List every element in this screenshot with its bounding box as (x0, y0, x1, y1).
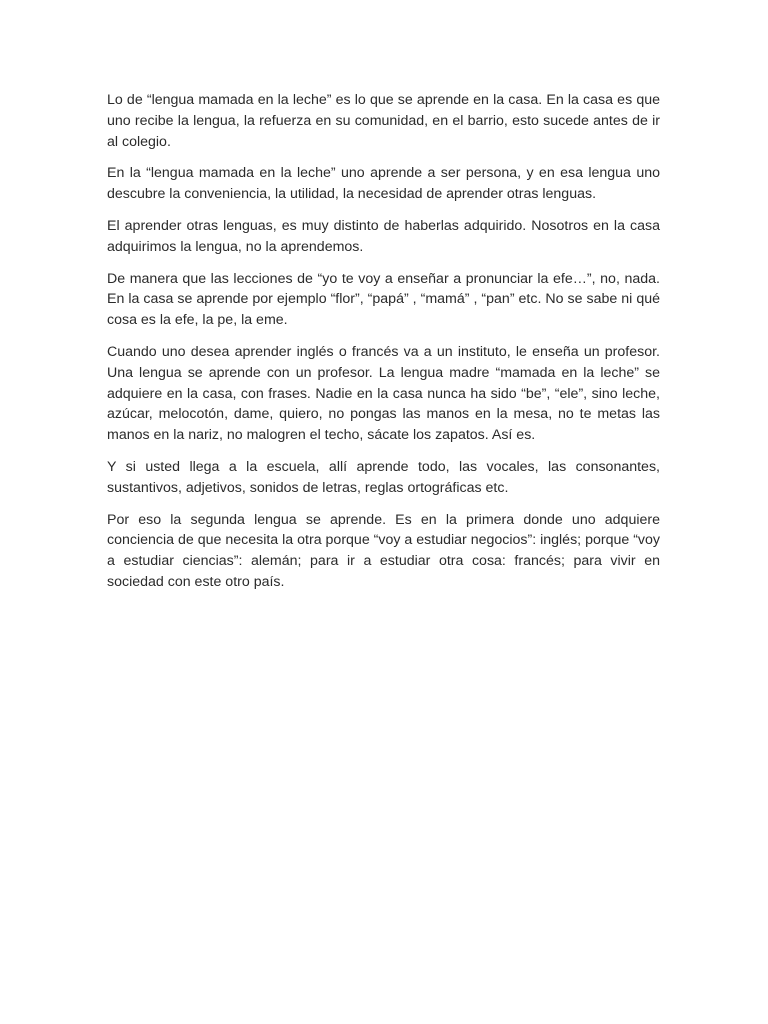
paragraph-5: Cuando uno desea aprender inglés o francés va a un instituto, le enseña un profesor. Una lengua se aprende con un profesor. La lengua madre “mamada en la leche” se adquiere en la casa, con frases. Nadie en la casa nunca ha sido “be”, “ele”, sino leche, azúcar, melocotón, dame, quiero, no pongas las manos en la mesa, no te metas las manos en la nariz, no malogren el techo, sácate los zapatos. Así es. (107, 343, 660, 444)
paragraph-4: De manera que las lecciones de “yo te voy a enseñar a pronunciar la efe…”, no, nada. En la casa se aprende por ejemplo “flor”, “papá” , “mamá” , “pan” etc. No se sabe ni qué cosa es la efe, la pe, la eme. (107, 270, 660, 329)
paragraph-2: En la “lengua mamada en la leche” uno aprende a ser persona, y en esa lengua uno descubre la conveniencia, la utilidad, la necesidad de aprender otras lenguas. (107, 165, 660, 203)
paragraph-7: Por eso la segunda lengua se aprende. Es en la primera donde uno adquiere conciencia de que necesita la otra porque “voy a estudiar negocios”: inglés; porque “voy a estudiar ciencias”: alemán; para ir a estudiar otra cosa: francés; para vivir en sociedad con este otro país. (107, 511, 660, 590)
paragraph-1: Lo de “lengua mamada en la leche” es lo que se aprende en la casa. En la casa es que uno recibe la lengua, la refuerza en su comunidad, en el barrio, esto sucede antes de ir al colegio. (107, 92, 660, 150)
paragraph-3: El aprender otras lenguas, es muy distinto de haberlas adquirido. Nosotros en la casa adquirimos la lengua, no la aprendemos. (107, 217, 660, 255)
document-body (107, 90, 660, 604)
paragraph-6: Y si usted llega a la escuela, allí aprende todo, las vocales, las consonantes, sustantivos, adjetivos, sonidos de letras, reglas ortográficas etc. (107, 458, 660, 496)
